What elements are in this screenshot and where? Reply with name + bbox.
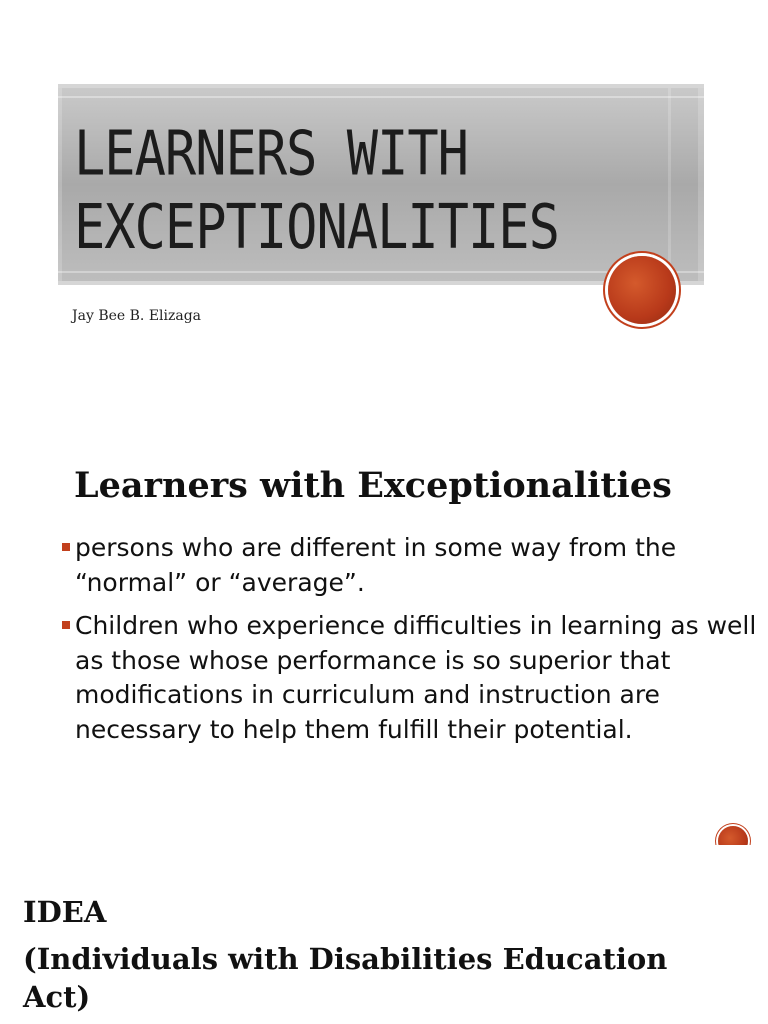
author-name: Jay Bee B. Elizaga (72, 308, 202, 324)
decorative-circle (608, 256, 676, 324)
title-banner (58, 84, 704, 285)
banner-stripe (698, 88, 704, 281)
title-slide (0, 0, 768, 380)
bullet-item (60, 531, 760, 600)
banner-stripe (58, 88, 62, 281)
bullet-list (60, 531, 760, 756)
banner-rule (58, 271, 704, 273)
bullet-text: persons who are different in some way from the “normal” or “average”. (75, 533, 677, 597)
banner-rule (58, 96, 704, 98)
idea-subtitle: (Individuals with Disabilities Education Act) (23, 942, 668, 1014)
bullet-text: Children who experience difficulties in learning as well as those whose performance is so superior that modifications in curriculum and instruction are necessary to help them fulfill their potential. (75, 611, 757, 744)
bullet-item (60, 609, 760, 747)
bullet-marker-icon (62, 543, 70, 551)
content-heading: Learners with Exceptionalities (74, 465, 672, 506)
bullet-marker-icon (62, 621, 70, 629)
slide-title: LEARNERS WITH EXCEPTIONALITIES (74, 119, 559, 264)
idea-title: IDEA (23, 895, 107, 929)
